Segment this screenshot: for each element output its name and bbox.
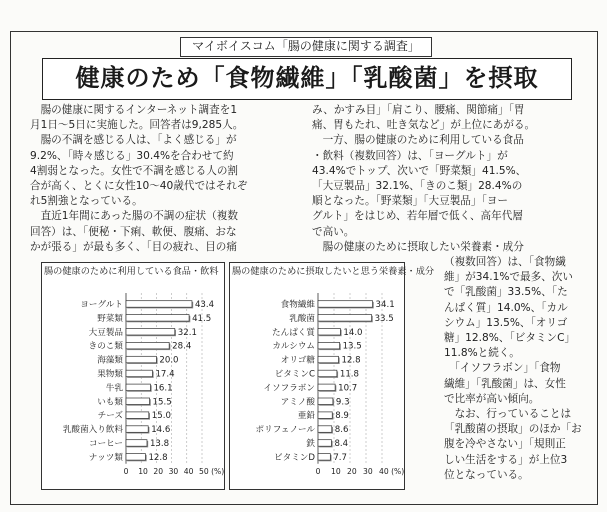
- nutrients-bar: [318, 412, 332, 419]
- nutrients-value-label: 14.0: [343, 327, 363, 338]
- article-kicker: マイボイスコム「腸の健康に関する調査」: [180, 37, 432, 57]
- foods-bar: [126, 384, 150, 391]
- foods-value-label: 15.0: [151, 411, 171, 422]
- foods-bar: [126, 454, 145, 461]
- foods-category-label: 大豆製品: [88, 327, 123, 338]
- foods-bar: [126, 440, 147, 447]
- article-headline: 健康のため「食物繊維」「乳酸菌」を摂取: [42, 58, 572, 100]
- x-tick-label: 20: [153, 466, 164, 476]
- nutrients-category-label: 鉄: [306, 438, 315, 449]
- foods-category-label: ナッツ類: [88, 452, 123, 463]
- foods-value-label: 20.0: [159, 355, 179, 366]
- x-tick-label: 10: [331, 466, 341, 476]
- nutrients-category-label: 食物繊維: [280, 299, 315, 310]
- nutrients-category-label: カルシウム: [272, 341, 315, 352]
- foods-category-label: 海藻類: [97, 355, 123, 366]
- chart-nutrients: [229, 262, 435, 490]
- nutrients-category-label: オリゴ糖: [280, 355, 315, 366]
- nutrients-bar: [318, 342, 340, 349]
- chart-foods-plot: [42, 263, 224, 489]
- body-column-1: 腸の健康に関するインターネット調査を1 月1日～5日に実施した。回答者は9,285人。 腸の不調を感じる人は、「よく感じる」が 9.2%、「時々感じる」30.4%を合わせて約 4割弱となった。女性で不調を感じる人の割 合が高く、とくに女性10～40歳代ではそれぞ れ5割強となっている。 直近1年間にあった腸の不調の症状（複数 回答）は、「便秘・下痢、軟便、腹痛、おな かが張る」が最も多く、「目の疲れ、目の痛: [30, 104, 248, 253]
- nutrients-category-label: ポリフェノール: [255, 425, 315, 436]
- foods-value-label: 15.5: [152, 397, 172, 408]
- foods-category-label: チーズ: [97, 411, 123, 422]
- nutrients-category-label: 亜鉛: [297, 411, 315, 422]
- foods-category-label: コーヒー: [88, 438, 123, 449]
- chart-foods: [41, 262, 225, 490]
- foods-value-label: 28.4: [172, 341, 192, 352]
- foods-value-label: 16.1: [153, 383, 173, 394]
- nutrients-value-label: 8.6: [334, 425, 349, 436]
- foods-bar: [126, 356, 156, 363]
- x-tick-label: 20: [347, 466, 357, 476]
- nutrients-bar: [318, 440, 331, 447]
- foods-value-label: 13.8: [149, 438, 170, 449]
- nutrients-value-label: 13.5: [342, 341, 362, 352]
- nutrients-category-label: たんぱく質: [272, 327, 315, 338]
- nutrients-bar: [318, 315, 372, 322]
- x-tick-label: 30: [363, 466, 373, 476]
- foods-category-label: 果物類: [97, 369, 123, 380]
- x-tick-label: 0: [123, 466, 129, 476]
- nutrients-category-label: アミノ酸: [280, 397, 315, 408]
- foods-value-label: 17.4: [155, 369, 175, 380]
- chart-foods-title: 腸の健康のために利用している食品・飲料: [44, 266, 219, 277]
- foods-bar: [126, 426, 148, 433]
- nutrients-bar: [318, 329, 340, 336]
- foods-category-label: 乳酸菌入り飲料: [62, 425, 123, 436]
- nutrients-value-label: 9.3: [335, 397, 350, 408]
- foods-bar: [126, 301, 192, 308]
- foods-value-label: 41.5: [192, 313, 212, 324]
- body-column-3: （複数回答）は、「食物繊 維」が34.1%で最多、次い で「乳酸菌」33.5%、「た んぱく質」14.0%、「カル シウム」13.5%、「オリゴ 糖」12.8%、「ビタミンC」 11.8%と続く。 「イソフラボン」「食物 繊維」「乳酸菌」は、女性 で比率が高い傾向。 なお、行っていることは 「乳酸菌の摂取」のほか「お 腹を冷やさない」「規則正 しい生活をする」が上位3 位となっている。: [444, 256, 582, 481]
- foods-bar: [126, 412, 149, 419]
- foods-bar: [126, 370, 152, 377]
- foods-value-label: 43.4: [194, 299, 215, 310]
- foods-bar: [126, 315, 189, 322]
- x-tick-label: 10: [138, 466, 148, 476]
- nutrients-value-label: 11.8: [339, 369, 360, 380]
- chart-nutrients-plot: [230, 263, 404, 489]
- nutrients-bar: [318, 384, 335, 391]
- nutrients-value-label: 10.7: [338, 383, 358, 394]
- nutrients-bar: [318, 454, 330, 461]
- foods-value-label: 32.1: [177, 327, 197, 338]
- foods-category-label: 牛乳: [105, 383, 123, 394]
- chart-nutrients-title: 腸の健康のために摂取したいと思う栄養素・成分: [232, 266, 435, 277]
- nutrients-value-label: 34.1: [375, 299, 395, 310]
- foods-value-label: 12.8: [148, 452, 168, 463]
- x-tick-label: 40: [183, 466, 194, 476]
- x-tick-label: 0: [315, 466, 321, 476]
- nutrients-value-label: 12.8: [341, 355, 361, 366]
- nutrients-value-label: 8.4: [334, 438, 349, 449]
- foods-bar: [126, 329, 175, 336]
- nutrients-bar: [318, 356, 338, 363]
- foods-value-label: 14.6: [151, 425, 171, 436]
- foods-category-label: 野菜類: [97, 313, 123, 324]
- body-column-2: み、かすみ目」「肩こり、腰痛、関節痛」「胃 痛、胃もたれ、吐き気など」が上位にあがる。 一方、腸の健康のために利用している食品 ・飲料（複数回答）は、「ヨーグルト」が 43.4%でトップ、次いで「野菜類」41.5%、 「大豆製品」32.1%、「きのこ類」28.4%の 順となった。「野菜類」「大豆製品」「ヨー グルト」をはじめ、若年層で低く、高年代層 で高い。 腸の健康のために摂取したい栄養素・成分: [312, 104, 536, 253]
- nutrients-bar: [318, 426, 332, 433]
- nutrients-category-label: 乳酸菌: [289, 313, 315, 324]
- x-tick-label: 30: [168, 466, 179, 476]
- nutrients-category-label: ビタミンD: [274, 452, 315, 463]
- nutrients-bar: [318, 301, 373, 308]
- foods-category-label: きのこ類: [88, 341, 123, 352]
- nutrients-value-label: 7.7: [333, 452, 347, 463]
- foods-category-label: いも類: [97, 397, 123, 408]
- x-tick-label: 50 (%): [199, 466, 224, 476]
- nutrients-bar: [318, 370, 337, 377]
- nutrients-bar: [318, 398, 333, 405]
- foods-category-label: ヨーグルト: [80, 299, 123, 310]
- x-tick-label: 40 (%): [379, 466, 404, 476]
- nutrients-value-label: 33.5: [374, 313, 394, 324]
- nutrients-category-label: ビタミンC: [274, 369, 315, 380]
- foods-bar: [126, 398, 150, 405]
- foods-bar: [126, 342, 169, 349]
- nutrients-value-label: 8.9: [335, 411, 349, 422]
- nutrients-category-label: イソフラボン: [263, 383, 315, 394]
